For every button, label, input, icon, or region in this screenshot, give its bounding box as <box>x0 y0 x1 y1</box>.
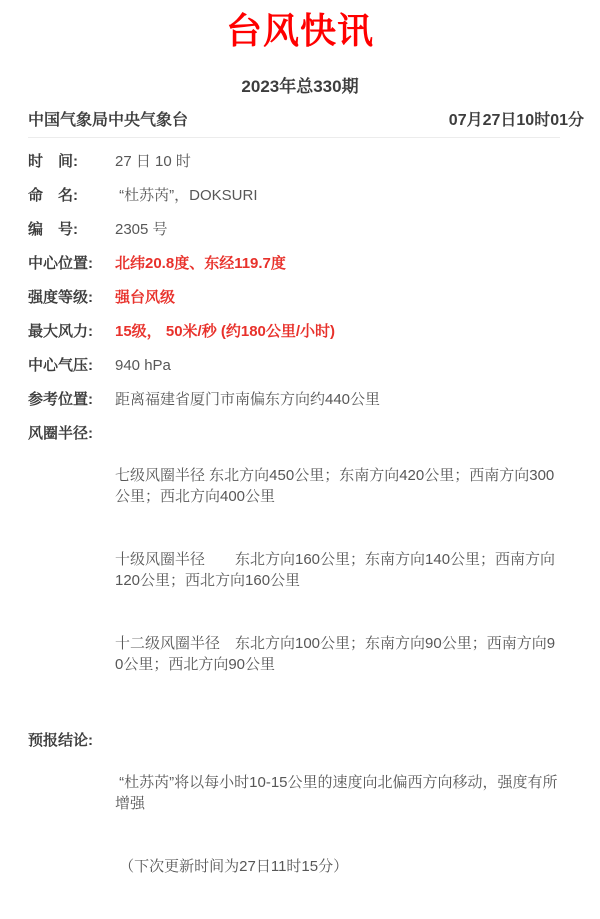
field-value: 27 日 10 时 <box>115 153 191 170</box>
field-value-highlight: 15级， 50米/秒 (约180公里/小时) <box>115 323 336 340</box>
publish-time: 07月27日10时01分 <box>448 112 584 129</box>
field-label: 时 间: <box>28 153 78 170</box>
page-title: 台风快讯 <box>225 10 374 51</box>
bulletin-header <box>28 110 584 138</box>
field-value <box>115 730 560 919</box>
forecast-text: “杜苏芮”将以每小时10-15公里的速度向北偏西方向移动，强度有所增强 <box>115 774 558 812</box>
field-label: 编 号: <box>28 221 78 238</box>
field-row-center-position <box>28 253 560 274</box>
field-value: 距离福建省厦门市南偏东方向约440公里 <box>115 391 381 408</box>
field-value-highlight: 强台风级 <box>115 289 176 306</box>
next-update-note: （下次更新时间为27日11时15分） <box>115 858 349 875</box>
field-value: “杜苏芮”，DOKSURI <box>115 187 258 204</box>
field-row-number <box>28 219 560 240</box>
field-value: 2305 号 <box>115 221 168 238</box>
field-list <box>28 151 560 919</box>
field-row-forecast-conclusion <box>28 730 560 919</box>
field-row-max-wind <box>28 321 560 342</box>
field-label: 预报结论: <box>28 732 93 749</box>
field-label: 参考位置: <box>28 391 93 408</box>
field-value <box>115 423 560 717</box>
agency-name: 中国气象局中央气象台 <box>28 112 189 129</box>
field-row-central-pressure <box>28 355 560 376</box>
wind-circle-line-10: 十级风圈半径 东北方向160公里；东南方向140公里；西南方向120公里；西北方向160公里 <box>115 551 556 589</box>
field-label: 风圈半径: <box>28 425 93 442</box>
field-row-reference-position <box>28 389 560 410</box>
field-label: 命 名: <box>28 187 78 204</box>
field-value: 940 hPa <box>115 357 171 374</box>
field-row-wind-circle-radius <box>28 423 560 717</box>
field-row-time <box>28 151 560 172</box>
field-value-highlight: 北纬20.8度、东经119.7度 <box>115 255 286 272</box>
wind-circle-line-7: 七级风圈半径 东北方向450公里；东南方向420公里；西南方向300公里；西北方向400公里 <box>115 467 555 505</box>
field-label: 最大风力: <box>28 323 93 340</box>
field-label: 中心气压: <box>28 357 93 374</box>
field-label: 强度等级: <box>28 289 93 306</box>
wind-circle-line-12: 十二级风圈半径 东北方向100公里；东南方向90公里；西南方向90公里；西北方向90公里 <box>115 635 556 673</box>
field-row-intensity-level <box>28 287 560 308</box>
field-label: 中心位置: <box>28 255 93 272</box>
issue-number: 2023年总330期 <box>241 77 359 96</box>
field-row-name <box>28 185 560 206</box>
